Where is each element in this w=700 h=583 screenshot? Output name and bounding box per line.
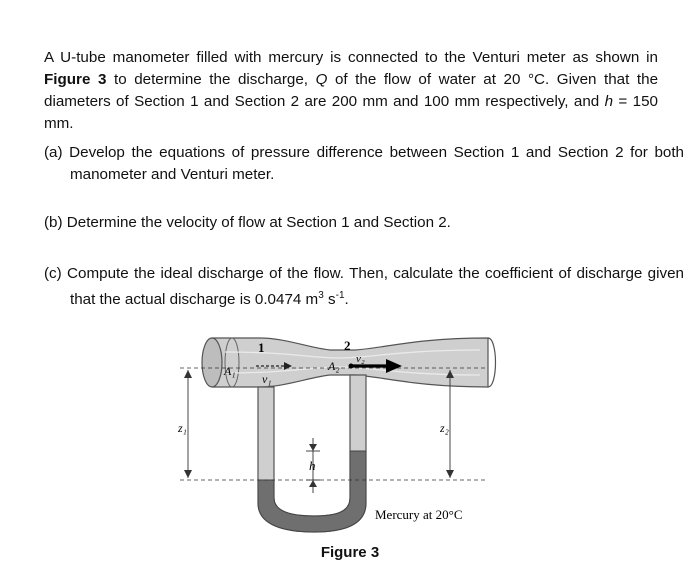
part-b: (b) Determine the velocity of flow at Section 1 and Section 2.: [44, 214, 451, 231]
intro-text-2: to determine the discharge,: [106, 71, 316, 88]
q-symbol: Q: [315, 71, 328, 88]
h-arrow-bottom: [309, 480, 317, 487]
part-c: [44, 263, 684, 311]
pipe-outlet-end: [488, 338, 496, 387]
part-c-unit-s: s: [323, 291, 336, 309]
h-label: h: [309, 458, 316, 473]
venturi-manometer-figure: [170, 330, 500, 538]
z2-arrow-bottom: [446, 470, 454, 478]
z1-arrow-bottom: [184, 470, 192, 478]
mercury-label: Mercury at 20°C: [375, 507, 463, 522]
part-c-text: (c) Compute the ideal discharge of the flow. Then, calculate the coefficient of discharge given that the actual discharge is 0.0474 m: [44, 265, 684, 309]
h-symbol: h: [604, 93, 614, 110]
z1-arrow-top: [184, 370, 192, 378]
v2-point: [349, 364, 354, 369]
figure-caption: Figure 3: [320, 544, 380, 561]
intro-text-3: of the flow of water at 20 °C. Given that the diameters of Section 1 and Section 2 are 200 mm and 100 mm respectively, and: [44, 71, 659, 110]
a1-label: A₁: [224, 364, 236, 378]
part-a: (a) Develop the equations of pressure difference between Section 1 and Section 2 for both manometer and Venturi meter.: [44, 144, 684, 183]
pipe-inlet-end: [202, 338, 222, 387]
part-c-end: .: [344, 291, 349, 309]
v1-label: v₁: [262, 372, 272, 386]
figure-reference: Figure 3: [44, 71, 107, 88]
z1-label: z₁: [178, 421, 187, 435]
section1-label: 1: [258, 340, 265, 355]
a2-label: A₂: [328, 359, 340, 373]
unit-exponent-3: 3: [318, 290, 324, 301]
intro-text-4: = 150 mm.: [44, 93, 658, 132]
h-arrow-top: [309, 444, 317, 451]
problem-intro: [44, 47, 658, 135]
unit-exponent-minus1: -1: [335, 290, 345, 301]
v2-label: v₂: [356, 353, 365, 365]
intro-text-1: A U-tube manometer filled with mercury is connected to the Venturi meter as shown in: [44, 49, 658, 66]
section2-label: 2: [344, 338, 351, 353]
z2-label: z₂: [440, 421, 449, 435]
